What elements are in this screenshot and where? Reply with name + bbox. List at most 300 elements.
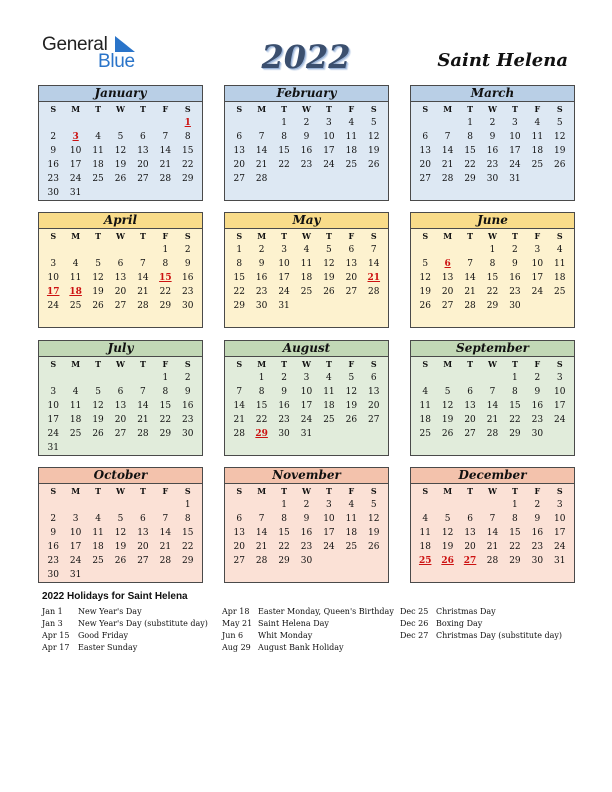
day-cell: 23: [278, 415, 290, 425]
empty-cell: [526, 568, 548, 582]
day-cell: 9: [534, 387, 541, 397]
day-cell: 8: [162, 259, 169, 269]
day-cell: 27: [419, 174, 431, 184]
logo-word-general: General: [42, 34, 108, 55]
day-cell: 29: [182, 556, 194, 566]
day-cell: 10: [278, 259, 290, 269]
day-cell: 27: [114, 301, 127, 311]
empty-cell: [436, 313, 458, 327]
day-cell: 2: [303, 500, 310, 510]
day-cell: 2: [184, 245, 191, 255]
day-cell: 27: [114, 429, 127, 439]
day-cell: 3: [50, 259, 57, 269]
day-cell: 21: [233, 415, 245, 425]
day-cell: 10: [323, 514, 335, 524]
weekday-header: W: [302, 359, 311, 369]
day-cell: 23: [486, 160, 499, 170]
day-cell: 21: [159, 160, 172, 170]
day-cell: 23: [182, 415, 194, 425]
weekday-header: T: [511, 359, 518, 369]
day-cell: 4: [422, 387, 429, 397]
day-cell: 22: [159, 287, 172, 297]
empty-cell: [87, 313, 109, 327]
weekday-header: T: [325, 104, 332, 114]
day-cell: 24: [554, 415, 566, 425]
day-cell: 17: [509, 146, 521, 156]
day-cell: 24: [47, 429, 59, 439]
empty-cell: [250, 116, 272, 130]
empty-cell: [414, 186, 436, 200]
weekday-header: M: [71, 231, 81, 241]
day-cell: 28: [233, 429, 245, 439]
empty-cell: [549, 427, 571, 441]
weekday-header: S: [184, 486, 191, 496]
day-cell: 24: [69, 174, 82, 184]
day-cell: 28: [368, 287, 380, 297]
day-cell: 28: [159, 556, 172, 566]
day-cell: 29: [278, 556, 290, 566]
day-cell: 23: [531, 415, 544, 425]
day-cell: 4: [326, 373, 332, 383]
empty-cell: [228, 313, 250, 327]
empty-cell: [250, 313, 272, 327]
day-cell: 24: [323, 160, 335, 170]
holiday-date: Apr 15: [42, 631, 70, 640]
day-cell: 13: [419, 146, 431, 156]
empty-cell: [340, 299, 362, 313]
empty-cell: [414, 116, 436, 130]
holiday-name: Saint Helena Day: [258, 619, 329, 628]
weekday-header: T: [139, 104, 146, 114]
empty-cell: [109, 243, 131, 257]
empty-cell: [87, 186, 109, 200]
day-cell: 16: [509, 273, 521, 283]
day-cell: 10: [300, 387, 313, 397]
day-cell: 8: [258, 387, 265, 397]
month-may: [224, 212, 389, 328]
weekday-header: S: [370, 486, 377, 496]
empty-cell: [481, 371, 503, 385]
weekday-header: W: [116, 231, 125, 241]
empty-cell: [87, 568, 109, 582]
holiday-date: Jan 1: [42, 607, 63, 616]
day-cell: 20: [137, 542, 149, 552]
day-cell: 23: [47, 174, 59, 184]
holiday-name: Easter Sunday: [78, 643, 138, 652]
holiday-date: Apr 18: [222, 607, 250, 616]
day-cell: 31: [300, 429, 313, 439]
weekday-header: W: [488, 359, 497, 369]
empty-cell: [436, 568, 458, 582]
weekday-header: S: [422, 359, 429, 369]
month-name: January: [39, 86, 202, 102]
day-cell: 10: [554, 387, 566, 397]
empty-cell: [132, 186, 154, 200]
day-cell: 20: [114, 415, 127, 425]
weekday-header: W: [302, 231, 311, 241]
day-cell: 24: [47, 301, 59, 311]
day-cell: 3: [512, 118, 518, 128]
weekday-header: S: [184, 104, 191, 114]
day-cell: 20: [233, 160, 245, 170]
day-cell: 18: [531, 146, 544, 156]
day-cell: 17: [323, 528, 335, 538]
empty-cell: [549, 186, 571, 200]
empty-cell: [154, 498, 176, 512]
day-cell: 4: [95, 514, 101, 524]
day-cell: 14: [486, 401, 499, 411]
holiday-name: Boxing Day: [436, 619, 483, 628]
day-cell: 14: [137, 401, 149, 411]
weekday-header: F: [348, 104, 355, 114]
empty-cell: [459, 371, 481, 385]
weekday-header: M: [443, 486, 453, 496]
empty-cell: [64, 313, 86, 327]
day-cell: 9: [489, 132, 496, 142]
empty-cell: [87, 116, 109, 130]
day-cell: 22: [486, 287, 499, 297]
day-cell: 5: [444, 514, 451, 524]
month-days-grid: [411, 229, 574, 327]
empty-cell: [481, 441, 503, 455]
day-cell: 28: [137, 301, 149, 311]
day-cell: 8: [184, 514, 191, 524]
day-cell: 20: [419, 160, 431, 170]
day-cell: 25: [419, 429, 431, 439]
empty-cell: [132, 441, 154, 455]
empty-cell: [340, 186, 362, 200]
day-cell: 9: [184, 387, 191, 397]
empty-cell: [177, 441, 199, 455]
empty-cell: [228, 186, 250, 200]
holiday-row: [222, 642, 394, 654]
empty-cell: [228, 498, 250, 512]
day-cell: 15: [278, 528, 290, 538]
day-cell: 16: [182, 273, 194, 283]
day-cell: 27: [233, 556, 245, 566]
weekday-header: T: [281, 486, 288, 496]
weekday-header: F: [348, 231, 355, 241]
empty-cell: [273, 172, 295, 186]
empty-cell: [42, 243, 64, 257]
empty-cell: [64, 116, 86, 130]
empty-cell: [154, 568, 176, 582]
holiday-name: Christmas Day (substitute day): [436, 631, 562, 640]
weekday-header: T: [139, 359, 146, 369]
empty-cell: [42, 313, 64, 327]
day-cell: 2: [258, 245, 265, 255]
day-cell: 31: [278, 301, 290, 311]
day-cell: 1: [162, 245, 169, 255]
weekday-header: M: [443, 104, 453, 114]
empty-cell: [526, 441, 548, 455]
day-cell: 29: [182, 174, 194, 184]
weekday-header: T: [281, 104, 288, 114]
day-cell: 6: [467, 514, 473, 524]
holiday-row: [42, 606, 208, 618]
day-cell: 23: [300, 160, 313, 170]
day-cell: 21: [441, 160, 454, 170]
empty-cell: [273, 441, 295, 455]
day-cell: 3: [534, 245, 541, 255]
day-cell: 2: [534, 500, 541, 510]
day-cell: 27: [368, 415, 380, 425]
month-name: July: [39, 341, 202, 357]
month-name: March: [411, 86, 574, 102]
day-cell: 1: [489, 245, 496, 255]
empty-cell: [250, 186, 272, 200]
empty-cell: [87, 243, 109, 257]
day-cell: 26: [368, 542, 380, 552]
month-name: December: [411, 468, 574, 484]
day-cell: 3: [281, 245, 287, 255]
month-name: October: [39, 468, 202, 484]
day-cell: 26: [554, 160, 566, 170]
day-cell: 12: [554, 132, 566, 142]
day-cell: 17: [554, 401, 566, 411]
day-cell: 15: [464, 146, 476, 156]
day-cell: 29: [486, 301, 499, 311]
day-cell: 14: [137, 273, 149, 283]
day-cell: 16: [531, 401, 544, 411]
day-cell: 25: [300, 287, 313, 297]
day-cell: 28: [486, 429, 499, 439]
empty-cell: [504, 441, 526, 455]
empty-cell: [228, 568, 250, 582]
day-cell: 30: [509, 301, 521, 311]
empty-cell: [177, 568, 199, 582]
weekday-header: F: [534, 359, 541, 369]
day-cell: 31: [69, 570, 82, 580]
day-cell: 5: [117, 132, 124, 142]
day-cell: 15: [509, 528, 521, 538]
day-cell: 27: [345, 287, 358, 297]
day-cell: 16: [182, 401, 194, 411]
day-cell: 1: [512, 373, 518, 383]
month-name: August: [225, 341, 388, 357]
day-cell: 19: [441, 415, 454, 425]
weekday-header: M: [71, 486, 81, 496]
empty-cell: [250, 441, 272, 455]
holiday-day-cell: 3: [72, 132, 79, 142]
day-cell: 18: [554, 273, 566, 283]
day-cell: 24: [531, 287, 544, 297]
weekday-header: W: [116, 104, 125, 114]
day-cell: 29: [159, 429, 172, 439]
holiday-row: [42, 642, 208, 654]
empty-cell: [109, 568, 131, 582]
empty-cell: [132, 568, 154, 582]
day-cell: 7: [140, 259, 146, 269]
empty-cell: [481, 498, 503, 512]
weekday-header: F: [162, 359, 169, 369]
weekday-header: T: [511, 104, 518, 114]
day-cell: 26: [323, 287, 335, 297]
holiday-date: Aug 29: [222, 643, 251, 652]
day-cell: 5: [95, 259, 101, 269]
day-cell: 4: [72, 387, 79, 397]
month-days-grid: [225, 484, 388, 582]
day-cell: 18: [92, 542, 104, 552]
month-june: [410, 212, 575, 328]
weekday-header: T: [95, 231, 102, 241]
day-cell: 28: [159, 174, 172, 184]
day-cell: 19: [368, 528, 380, 538]
day-cell: 17: [69, 542, 82, 552]
empty-cell: [436, 116, 458, 130]
day-cell: 8: [281, 132, 287, 142]
weekday-header: S: [556, 104, 563, 114]
day-cell: 13: [137, 146, 149, 156]
day-cell: 27: [441, 301, 454, 311]
empty-cell: [459, 313, 481, 327]
day-cell: 16: [47, 160, 59, 170]
weekday-header: W: [488, 104, 497, 114]
day-cell: 6: [236, 514, 243, 524]
day-cell: 30: [255, 301, 268, 311]
empty-cell: [481, 186, 503, 200]
day-cell: 28: [441, 174, 454, 184]
weekday-header: M: [443, 231, 453, 241]
day-cell: 14: [159, 146, 172, 156]
day-cell: 31: [554, 556, 566, 566]
empty-cell: [363, 186, 385, 200]
day-cell: 19: [114, 160, 127, 170]
day-cell: 20: [345, 273, 358, 283]
day-cell: 20: [464, 415, 476, 425]
day-cell: 10: [531, 259, 544, 269]
day-cell: 7: [140, 387, 146, 397]
month-march: [410, 85, 575, 201]
weekday-header: S: [236, 231, 243, 241]
day-cell: 12: [441, 401, 454, 411]
day-cell: 29: [464, 174, 476, 184]
day-cell: 19: [345, 401, 358, 411]
empty-cell: [504, 568, 526, 582]
empty-cell: [318, 441, 340, 455]
weekday-header: F: [534, 231, 541, 241]
day-cell: 6: [117, 259, 124, 269]
day-cell: 7: [236, 387, 243, 397]
day-cell: 11: [92, 528, 104, 538]
day-cell: 1: [467, 118, 473, 128]
month-name: February: [225, 86, 388, 102]
day-cell: 3: [326, 500, 332, 510]
day-cell: 10: [69, 146, 82, 156]
day-cell: 3: [72, 514, 79, 524]
empty-cell: [109, 441, 131, 455]
day-cell: 6: [236, 132, 243, 142]
weekday-header: W: [488, 231, 497, 241]
holiday-name: New Year's Day (substitute day): [78, 619, 208, 628]
day-cell: 30: [486, 174, 499, 184]
day-cell: 8: [467, 132, 473, 142]
day-cell: 12: [323, 259, 335, 269]
day-cell: 26: [419, 301, 431, 311]
day-cell: 5: [95, 387, 101, 397]
holiday-name: Whit Monday: [258, 631, 313, 640]
weekday-header: S: [236, 104, 243, 114]
day-cell: 5: [370, 118, 377, 128]
day-cell: 30: [531, 556, 544, 566]
day-cell: 24: [554, 542, 566, 552]
empty-cell: [228, 116, 250, 130]
day-cell: 10: [509, 132, 521, 142]
holiday-name: Christmas Day: [436, 607, 496, 616]
weekday-header: W: [302, 486, 311, 496]
holiday-date: May 21: [222, 619, 253, 628]
month-august: [224, 340, 389, 456]
day-cell: 6: [467, 387, 473, 397]
day-cell: 11: [300, 259, 313, 269]
day-cell: 24: [300, 415, 313, 425]
empty-cell: [436, 243, 458, 257]
day-cell: 4: [95, 132, 101, 142]
month-name: May: [225, 213, 388, 229]
day-cell: 19: [323, 273, 335, 283]
empty-cell: [42, 371, 64, 385]
day-cell: 9: [50, 146, 57, 156]
day-cell: 31: [47, 443, 59, 453]
day-cell: 7: [162, 514, 169, 524]
empty-cell: [318, 186, 340, 200]
day-cell: 29: [509, 429, 521, 439]
day-cell: 7: [370, 245, 377, 255]
empty-cell: [295, 313, 317, 327]
empty-cell: [177, 186, 199, 200]
weekday-header: W: [488, 486, 497, 496]
day-cell: 18: [345, 528, 358, 538]
weekday-header: M: [257, 486, 267, 496]
day-cell: 13: [368, 387, 380, 397]
day-cell: 12: [345, 387, 358, 397]
holiday-date: Dec 25: [400, 607, 429, 616]
empty-cell: [340, 172, 362, 186]
day-cell: 29: [159, 301, 172, 311]
day-cell: 9: [281, 387, 287, 397]
day-cell: 1: [281, 118, 287, 128]
day-cell: 20: [233, 542, 245, 552]
day-cell: 27: [137, 556, 149, 566]
weekday-header: M: [257, 359, 267, 369]
day-cell: 6: [140, 514, 146, 524]
month-days-grid: [411, 102, 574, 200]
day-cell: 2: [489, 118, 496, 128]
day-cell: 13: [441, 273, 454, 283]
empty-cell: [459, 568, 481, 582]
holiday-row: [42, 630, 208, 642]
day-cell: 15: [509, 401, 521, 411]
day-cell: 14: [486, 528, 499, 538]
weekday-header: M: [71, 104, 81, 114]
day-cell: 30: [531, 429, 544, 439]
weekday-header: T: [467, 104, 474, 114]
weekday-header: S: [556, 486, 563, 496]
day-cell: 15: [182, 146, 194, 156]
day-cell: 1: [162, 373, 169, 383]
day-cell: 12: [92, 273, 104, 283]
month-february: [224, 85, 389, 201]
weekday-header: T: [95, 359, 102, 369]
empty-cell: [481, 568, 503, 582]
month-october: [38, 467, 203, 583]
day-cell: 21: [137, 415, 149, 425]
day-cell: 24: [323, 542, 335, 552]
day-cell: 21: [159, 542, 172, 552]
empty-cell: [109, 498, 131, 512]
holidays-title: 2022 Holidays for Saint Helena: [42, 591, 188, 602]
day-cell: 16: [278, 401, 290, 411]
